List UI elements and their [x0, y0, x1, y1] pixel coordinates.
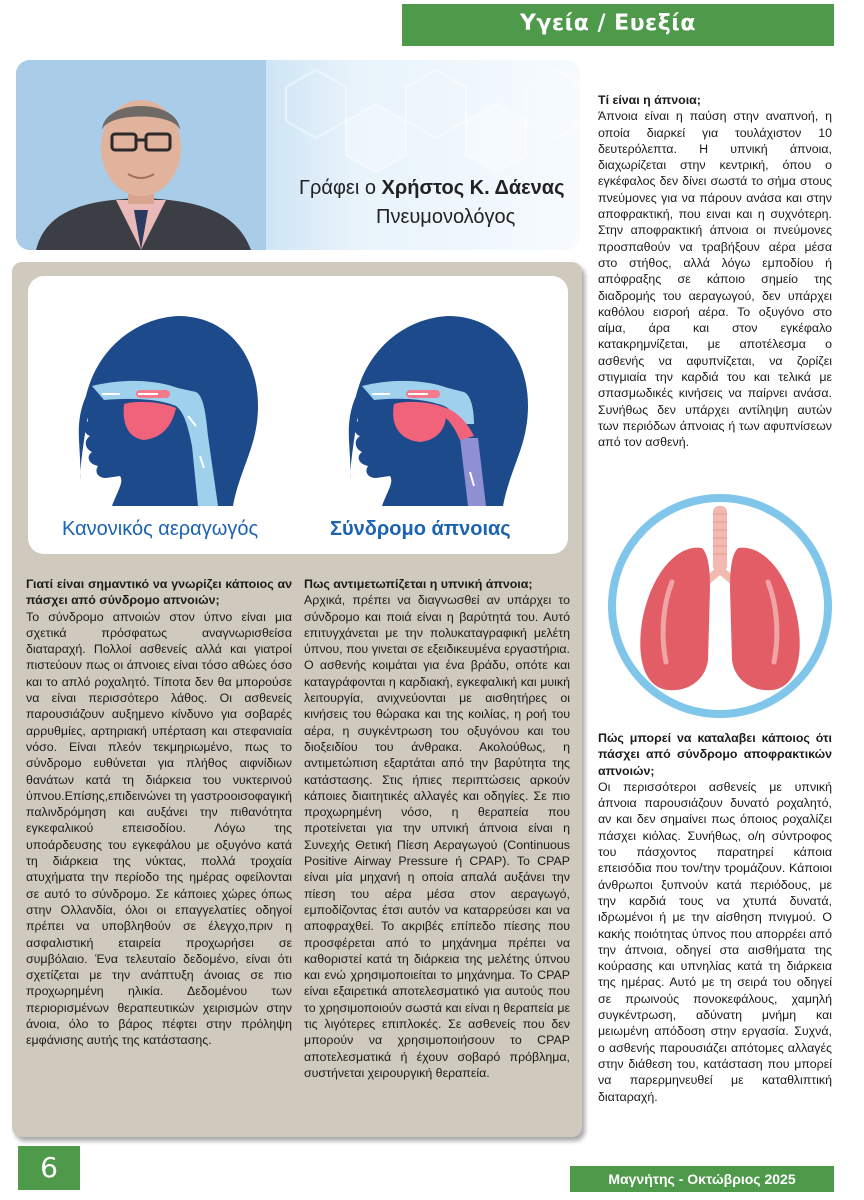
issue-footer: Μαγνήτης - Οκτώβριος 2025: [570, 1166, 834, 1192]
section-body: Αρχικά, πρέπει να διαγνωσθεί αν υπάρχει το σύνδρομο και ποιά είναι η βαρύτητά του. Αυτό επιτυγχάνεται με την πολυκαταγραφική μελέτη ύπνου, που γινεται σε εξειδικευμένα εργαστήρια. Ο ασθενής κοιμάται για ένα βράδυ, οπότε και καταγράφονται η καρδιακή, εγκεφαλική και μυική λειτουργία, ανιχνεύονται με αισθητήρες οι κινήσεις του θώρακα και της κοιλίας, η ροή του αέρα, η συγκέντρωση του οξυγόνου και του διοξειδίου του άνθρακα. Ακολούθως, η αντιμετώπιση εξαρτάται από την βαρύτητα της κατάστασης. Στις ήπιες περιπτώσεις αρκούν κάποιες διαιτητικές αλλαγές και οδηγίες. Σε πιο προχωρημένη νόσο, η θεραπεία που προτείνεται για την υπνική άπνοια είναι η Συνεχής Θετική Πίεση Αεραγωγού (Continuous Positive Airway Pressure ή CPAP). Το CPAP είναι μία μηχανή η οποία απαλά αυξάνει την πίεση του αέρα μέσα στον αεραγωγό, εμποδίζοντας έτσι αυτόν να καταρρεύσει και να αποφραχθεί. Το ακριβές επίπεδο πίεσης που προσφέρεται από το μηχάνημα πρέπει να καθοριστεί κατά τη διάρκεια της μελέτης ύπνου και ενώ χρησιμοποιείται το μηχάνημα. Το CPAP είναι εξαιρετικά αποτελεσματικό για αυτούς που το χρησιμοποιούν σωστά και είναι η θεραπεία με τις λιγότερες επιπλοκές. Σε ασθενείς που δεν μπορούν να χρησιμοποιήσουν το CPAP αποτελεσματικά ή έχουν σοβαρό πρόβλημα, συστήνεται χειρουργική θεραπεία.: [304, 593, 570, 1080]
normal-airway-head: [79, 316, 258, 506]
normal-airway-caption: Κανονικός αεραγωγός: [62, 518, 259, 540]
airway-diagram: [28, 276, 568, 554]
apnea-airway-head: [349, 316, 528, 506]
page-number: 6: [18, 1146, 80, 1190]
author-title: Πνευμονολόγος: [376, 206, 516, 228]
article-column-treatment: [304, 576, 570, 1081]
section-heading: Πώς μπορεί να καταλαβει κάποιος ότι πάσχει από σύνδρομο αποφρακτικών απνοιών;: [598, 731, 832, 778]
section-heading: Τί είναι η άπνοια;: [598, 93, 701, 107]
article-column-symptoms: [598, 730, 832, 1105]
section-title: Υγεία / Ευεξία: [519, 11, 696, 36]
author-byline: Γράφει ο Χρήστος Κ. Δάενας: [299, 177, 565, 199]
author-portrait: [16, 60, 266, 250]
section-heading: Πως αντιμετωπίζεται η υπνική άπνοια;: [304, 577, 533, 591]
section-body: Άπνοια είναι η παύση στην αναπνοή, η οποία διαρκεί για τουλάχιστον 10 δευτερόλεπτα. Η υπνική άπνοια, διαχωρίζεται στην κεντρική, όπου ο εγκέφαλος δεν δίνει σωστά το σήμα στους πνεύμονες για να πάρουν ανάσα και στην αποφρακτική, που ειναι και η συχνότερη. Στην αποφρακτική άπνοια οι πνεύμονες προσπαθούν να τραβήξουν αέρα μέσα στο στήθος, αλλά λόγω εμποδίου ή απόφραξης σε κάποιο σημείο της διαδρομής του αεραγωγού, δεν υπάρχει καθόλου εισροή αέρα. Το οξυγόνο στο αίμα, άρα και στον εγκέφαλο κατακρημνίζεται, με αποτέλεσμα ο ασθενής να αφυπνίζεται, να ζορίζει στιγμιαία την καρδιά του και τελικά με σπασμωδικές κινήσεις να παίρνει ανάσα. Συνήθως δεν υπάρχει αντίληψη αυτών των περιόδων άπνοιας ή των αφυπνίσεων από τον ασθενή.: [598, 109, 832, 450]
apnea-caption: Σύνδρομο άπνοιας: [330, 518, 511, 540]
article-column-what-is-apnea: [598, 92, 832, 451]
author-panel: [16, 60, 580, 250]
section-header-bar: [402, 4, 834, 46]
section-body: Οι περισσότεροι ασθενείς με υπνική άπνοια παρουσιάζουν δυνατό ροχαλητό, αν και δεν σημαίνει πως όποιος ροχαλίζει πάσχει κιόλας. Συνήθως, ο/η σύντροφος του πάσχοντος παρατηρεί κάποια επεισόδια που τον/την τρομάζουν. Κάποιοι άνθρωποι ξυπνούν κατά περιόδους, με την καρδιά τους να χτυπά δυνατά, ιδρωμένοι ή με την αίσθηση πνιγμού. Ο κακής ποιότητας ύπνος που απορρέει από την άπνοια, οδηγεί στα αισθήματα της κούρασης και υπνηλίας κατά τη διάρκεια της ημέρας. Αυτό με τη σειρά του οδηγεί σε πρωινούς πονοκεφάλους, χαμηλή συγκέντρωση, αδύνατη μνήμη και μειωμένη απόδοση στην εργασία. Συχνά, ο ασθενής παρουσιάζει απότομες αλλαγές στην διάθεση του, κατάσταση που μπορεί να παρερμηνευθεί με καταθλιπτική διαταραχή.: [598, 779, 832, 1104]
airway-illustration: [28, 276, 568, 554]
section-body: Το σύνδρομο απνοιών στον ύπνο είναι μια σχετικά πρόσφατως αναγνωρισθείσα διαταραχή. Πολλοί ασθενείς αλλά και γιατροί πιστεύουν πως οι άπνοιες είναι τόσο αθώες όσο και το απλό ροχαλητό. Τίποτα δεν θα μπορούσε να είναι περισσότερο λάθος. Οι ασθενείς παρουσιάζουν αυξημενο κίνδυνο για σοβαρές αρρυθμίες, αρτηριακή υπέρταση και στεφανιαία νόσο. Είναι πλεόν τεκμηριωμένο, πως το σύνδρομο ευθύνεται για πλήθος αιφνίδιων θανάτων κατά τη διάρκεια του νυκτερινού ύπνου.Επίσης,επιδεινώνει τη γαστροοισοφαγική παλινδρόμηση και αυξάνει την πιθανότητα εγκεφαλικού επεισοδίου. Λόγω της υποάρδευσης του εγκεφάλου με οξυγόνο κατά τη διάρκεια της νύκτας, πολλά τροχαία ατυχήματα την περίοδο της ημέρας οφείλονται σε αυτό το σύνδρομο. Σε κάποιες χώρες όπως στην Ολλανδία, όλοι οι επαγγελατίες οδηγοί πρέπει να υποβληθούν σε έλεγχο,πριν η ασφαλιστική εταιρεία προχωρήσει σε συμβόλαιο. Ένα τελευταίο δεδομένο, είναι ότι σχετίζεται με την ανάπτυξη άνοιας σε πιο προχωρημένη ηλικία. Δεδομένου των περιορισμένων θεραπευτικών χειρισμών στην άνοια, όλο το βάρος πέφτει στην πρόληψη εμφάνισης αυτής της κατάστασης.: [26, 609, 292, 1048]
section-heading: Γιατί είναι σημαντικό να γνωρίζει κάποιος αν πάσχει από σύνδρομο απνοιών;: [26, 577, 292, 608]
article-column-why-important: [26, 576, 292, 1049]
lungs-illustration: [606, 492, 834, 720]
